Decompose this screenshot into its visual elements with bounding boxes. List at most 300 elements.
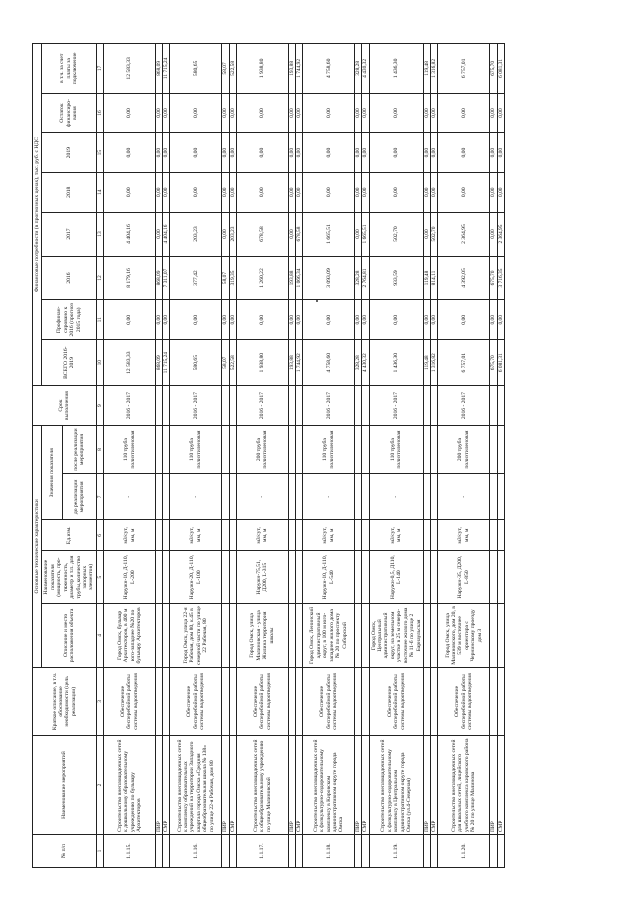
finance-value: 0,00 <box>490 212 497 256</box>
finance-value: 0,00 <box>288 212 295 256</box>
finance-value: 675,70 <box>490 256 497 300</box>
item-term: 2016 - 2017 <box>170 386 222 426</box>
item-place: Город Омск, Центральный административный округ, на земельном участке в 25 м северо-восточнее жилого дома № 11-б по улице 2 Барнаульская <box>369 604 423 668</box>
blank-cell <box>296 520 303 551</box>
column-number: 13 <box>96 212 103 256</box>
sub-label: СМР <box>497 736 504 835</box>
finance-value: 0,00 <box>296 172 303 212</box>
finance-value: 0,00 <box>222 133 229 173</box>
finance-value: 0,00 <box>438 133 490 173</box>
sub-row <box>156 44 163 868</box>
blank-cell <box>424 835 431 868</box>
blank-cell <box>490 604 497 668</box>
blank-cell <box>355 667 362 735</box>
finance-value: 0,00 <box>229 172 236 212</box>
finance-value: 193,88 <box>288 340 295 386</box>
finance-value: 7 311,07 <box>163 256 170 300</box>
blank-cell <box>497 520 504 551</box>
blank-cell <box>490 425 497 473</box>
finance-value: 0,00 <box>104 172 156 212</box>
sub-label: ПИР <box>490 736 497 835</box>
item-row <box>303 44 355 868</box>
item-before: - <box>369 474 423 520</box>
blank-cell <box>288 835 295 868</box>
finance-value: 58,07 <box>222 44 229 94</box>
item-after: 110 труба полиэтиленовая <box>104 425 156 473</box>
finance-value: 0,00 <box>497 93 504 133</box>
finance-value: 522,58 <box>229 340 236 386</box>
finance-value: 0,00 <box>288 133 295 173</box>
finance-value: 0,00 <box>355 212 362 256</box>
column-number: 6 <box>96 520 103 551</box>
column-number: 16 <box>96 93 103 133</box>
finance-value: 0,00 <box>288 93 295 133</box>
item-goal: Обеспечение бесперебойной работы системы водоотведения <box>438 667 490 735</box>
blank-cell <box>222 667 229 735</box>
item-after: 200 труба полиэтиленовая <box>236 425 288 473</box>
finance-value: 11 715,24 <box>163 44 170 94</box>
item-place: Город Омск, улица Малиновского, дом 20, в 539 м восточнее ориентира с Чернинскому проезду дом 3 <box>438 604 490 668</box>
item-indicator: Наружн-0,5, Д110, L-140 <box>369 551 423 604</box>
blank-cell <box>355 386 362 426</box>
sub-label: СМР <box>431 736 438 835</box>
smr-row <box>431 44 438 868</box>
blank-cell <box>490 551 497 604</box>
col-name-header: Наименование мероприятий <box>33 736 97 835</box>
blank-cell <box>355 604 362 668</box>
finance-value: 868,09 <box>156 44 163 94</box>
finance-value: 0,00 <box>369 300 423 340</box>
blank-cell <box>288 474 295 520</box>
blank-cell <box>222 551 229 604</box>
finance-value: 678,58 <box>236 212 288 256</box>
finance-value: 0,00 <box>229 93 236 133</box>
finance-value: 1 744,92 <box>296 340 303 386</box>
sub-row <box>163 44 170 868</box>
finance-value: 0,00 <box>497 300 504 340</box>
blank-cell <box>156 667 163 735</box>
item-unit: м3/сут, мм, м <box>104 520 156 551</box>
blank-cell <box>163 520 170 551</box>
blank-cell <box>490 520 497 551</box>
finance-value: 0,00 <box>497 133 504 173</box>
smr-row <box>229 44 236 868</box>
blank-cell <box>296 667 303 735</box>
main-characteristics-header: Основные технические характеристики <box>33 425 42 667</box>
column-number: 14 <box>96 172 103 212</box>
finance-header: Финансовые потребности (в прогнозных ценах), тыс. руб. с НДС <box>33 44 42 386</box>
finance-value: 0,00 <box>355 93 362 133</box>
item-number: 1.1.17. <box>236 835 288 868</box>
column-number: 4 <box>96 604 103 668</box>
blank-cell <box>355 835 362 868</box>
sub-label: СМР <box>229 736 236 835</box>
column-number: 2 <box>96 736 103 835</box>
finance-value: 0,00 <box>424 300 431 340</box>
finance-value: 0,00 <box>288 172 295 212</box>
blank-cell <box>229 551 236 604</box>
finance-value: 675,70 <box>490 44 497 94</box>
col-prof-header: Профинан-сировано к 2016 (прогноз 2015 года) <box>42 300 96 340</box>
finance-value: 4 430,32 <box>362 340 369 386</box>
col-2016-header: 2016 <box>42 256 96 300</box>
finance-value: 933,59 <box>369 256 423 300</box>
item-before: - <box>170 474 222 520</box>
finance-value: 1 938,80 <box>236 44 288 94</box>
item-indicator: Наружн-10, Д-110, L-200 <box>104 551 156 604</box>
finance-value: 868,09 <box>156 256 163 300</box>
column-number: 1 <box>96 835 103 868</box>
finance-value: 678,58 <box>296 212 303 256</box>
blank-cell <box>296 551 303 604</box>
item-unit: м3/сут, мм, м <box>236 520 288 551</box>
finance-value: 868,09 <box>156 340 163 386</box>
blank-cell <box>362 386 369 426</box>
column-number: 8 <box>96 425 103 473</box>
item-name: Строительство внеплощадочных сетей к комплексу образовательных учреждений на территории Западного квартала города Омска «Средняя общеобразовательная школа № 138» по улице 22-я Рабочая, дом 80 <box>170 736 222 835</box>
item-unit: м3/сут, мм, м <box>170 520 222 551</box>
finance-value: 0,00 <box>431 300 438 340</box>
blank-cell <box>163 386 170 426</box>
blank-cell <box>156 474 163 520</box>
column-number: 3 <box>96 667 103 735</box>
blank-cell <box>497 604 504 668</box>
finance-value: 6 757,01 <box>438 340 490 386</box>
smr-row <box>362 44 369 868</box>
finance-value: 0,00 <box>296 93 303 133</box>
finance-value: 0,00 <box>303 93 355 133</box>
col-2018-header: 2018 <box>42 172 96 212</box>
finance-value: 0,00 <box>303 300 355 340</box>
pir-row <box>424 44 431 868</box>
item-goal: Обеспечение бесперебойной работы системы водоотведения <box>170 667 222 735</box>
finance-value: 1 260,22 <box>236 256 288 300</box>
blank-cell <box>163 835 170 868</box>
finance-value: 4 392,05 <box>438 256 490 300</box>
item-indicator: Наружн-75,51, Д200, L-315 <box>236 551 288 604</box>
blank-cell <box>424 667 431 735</box>
finance-value: 0,00 <box>355 172 362 212</box>
finance-value: 814,11 <box>431 256 438 300</box>
blank-cell <box>362 474 369 520</box>
finance-value: 0,00 <box>236 300 288 340</box>
finance-value: 0,00 <box>236 133 288 173</box>
finance-value: 580,65 <box>170 44 222 94</box>
finance-value: 3 716,35 <box>497 256 504 300</box>
finance-value: 0,00 <box>355 300 362 340</box>
finance-value: 0,00 <box>490 172 497 212</box>
finance-value: 1 066,34 <box>296 256 303 300</box>
item-unit: м3/сут, мм, м <box>369 520 423 551</box>
blank-cell <box>156 386 163 426</box>
finance-value: 0,00 <box>229 300 236 340</box>
item-after: 110 труба полиэтиленовая <box>303 425 355 473</box>
blank-cell <box>355 520 362 551</box>
finance-value: 193,88 <box>288 44 295 94</box>
blank-cell <box>431 425 438 473</box>
sub-label: ПИР <box>355 736 362 835</box>
item-unit: м3/сут, мм, м <box>438 520 490 551</box>
pir-row <box>288 44 295 868</box>
blank-cell <box>296 425 303 473</box>
finance-value: 0,00 <box>490 93 497 133</box>
finance-value: 12 583,33 <box>104 340 156 386</box>
finance-value: 119,48 <box>424 256 431 300</box>
finance-value: 0,00 <box>497 172 504 212</box>
blank-cell <box>288 520 295 551</box>
finance-value: 0,00 <box>288 300 295 340</box>
blank-cell <box>431 474 438 520</box>
finance-value: 6 081,31 <box>497 340 504 386</box>
item-term: 2016 - 2017 <box>236 386 288 426</box>
sub-label: СМР <box>296 736 303 835</box>
column-number: 17 <box>96 44 103 94</box>
finance-value: 0,00 <box>156 133 163 173</box>
blank-cell <box>229 604 236 668</box>
blank-cell <box>424 474 431 520</box>
blank-cell <box>229 667 236 735</box>
blank-cell <box>497 551 504 604</box>
finance-value: 0,00 <box>163 172 170 212</box>
blank-cell <box>163 604 170 668</box>
blank-cell <box>288 604 295 668</box>
finance-value: 0,00 <box>355 133 362 173</box>
blank-cell <box>497 386 504 426</box>
pir-row <box>355 44 362 868</box>
finance-value: 0,00 <box>438 93 490 133</box>
finance-value: 6 081,31 <box>497 44 504 94</box>
blank-cell <box>163 474 170 520</box>
blank-cell <box>288 667 295 735</box>
item-row <box>104 44 156 868</box>
finance-value: 0,00 <box>303 133 355 173</box>
col-before-header: до реализации мероприятия <box>62 474 96 520</box>
item-after: 110 труба полиэтиленовая <box>369 425 423 473</box>
finance-value: 1 436,30 <box>369 44 423 94</box>
item-place: Город Омск, Ленинский административный округ, в 100 м юго-западнее жилого дома № 20 по проспекту Сибирский <box>303 604 355 668</box>
item-indicator: Наружн-20, Д-110, L-100 <box>170 551 222 604</box>
blank-cell <box>431 667 438 735</box>
blank-cell <box>229 835 236 868</box>
item-row <box>369 44 423 868</box>
item-unit: м3/сут, мм, м <box>303 520 355 551</box>
item-goal: Обеспечение бесперебойной работы системы водоотведения <box>303 667 355 735</box>
item-number: 1.1.18. <box>303 835 355 868</box>
finance-value: 0,00 <box>431 172 438 212</box>
col-total-header: ВСЕГО 2016-2019 <box>42 340 96 386</box>
finance-value: 0,00 <box>222 172 229 212</box>
item-name: Строительство внеплощадочных сетей к дошкольному образовательному учреждению по бульвару Архитекторов <box>104 736 156 835</box>
col-indicator-header: Наименование показателя (мощность, про-тяженность, диаметр и т.п. для трубы,количество запорных элементов) <box>42 551 96 604</box>
blank-cell <box>222 604 229 668</box>
blank-cell <box>362 835 369 868</box>
finance-value: 319,35 <box>229 256 236 300</box>
finance-value: 4 758,60 <box>303 340 355 386</box>
blank-cell <box>296 604 303 668</box>
item-number: 1.1.20. <box>438 835 490 868</box>
blank-cell <box>222 425 229 473</box>
blank-cell <box>222 474 229 520</box>
blank-cell <box>497 425 504 473</box>
col-2017-header: 2017 <box>42 212 96 256</box>
column-number: 5 <box>96 551 103 604</box>
finance-value: 0,00 <box>163 300 170 340</box>
item-term: 2016 - 2017 <box>438 386 490 426</box>
finance-value: 0,00 <box>362 93 369 133</box>
item-goal: Обеспечение бесперебойной работы системы водоотведения <box>236 667 288 735</box>
item-indicator: Наружн-10, Д-110, L-540 <box>303 551 355 604</box>
blank-cell <box>497 835 504 868</box>
finance-value: 4 404,16 <box>163 212 170 256</box>
finance-value: 3 093,09 <box>303 256 355 300</box>
col-place-header: Описание и место расположения объекта <box>42 604 96 668</box>
column-number-row <box>96 44 103 868</box>
column-number: 15 <box>96 133 103 173</box>
finance-value: 0,00 <box>104 133 156 173</box>
blank-cell <box>288 386 295 426</box>
item-number: 1.1.19. <box>369 835 423 868</box>
rotated-page <box>32 43 598 868</box>
column-number: 7 <box>96 474 103 520</box>
item-after: 200 труба полиэтиленовая <box>438 425 490 473</box>
finance-value: 0,00 <box>156 300 163 340</box>
item-number: 1.1.16. <box>170 835 222 868</box>
blank-cell <box>229 425 236 473</box>
blank-cell <box>424 425 431 473</box>
col-term-header: Срок выполнения <box>33 386 97 426</box>
item-place: Город Омск, улица 22-я Рабочая, дом 80, к.45 в северной части по улице 22 Рабочая, 80 <box>170 604 222 668</box>
blank-cell <box>362 667 369 735</box>
blank-cell <box>362 604 369 668</box>
finance-value: 0,00 <box>362 172 369 212</box>
blank-cell <box>222 520 229 551</box>
blank-cell <box>229 474 236 520</box>
finance-value: 0,00 <box>438 300 490 340</box>
smr-row <box>497 44 504 868</box>
item-term: 2016 - 2017 <box>369 386 423 426</box>
finance-value: 1 316,82 <box>431 340 438 386</box>
finance-value: 1 938,80 <box>236 340 288 386</box>
blank-cell <box>163 667 170 735</box>
blank-cell <box>156 551 163 604</box>
finance-value: 58,07 <box>222 340 229 386</box>
item-before: - <box>438 474 490 520</box>
blank-cell <box>229 520 236 551</box>
finance-value: 377,42 <box>170 256 222 300</box>
finance-value: 0,00 <box>362 133 369 173</box>
finance-value: 0,00 <box>490 133 497 173</box>
blank-cell <box>490 386 497 426</box>
item-row <box>236 44 288 868</box>
finance-value: 502,70 <box>431 212 438 256</box>
finance-value: 0,00 <box>362 300 369 340</box>
finance-value: 6 757,01 <box>438 44 490 94</box>
blank-cell <box>362 425 369 473</box>
blank-cell <box>296 835 303 868</box>
item-goal: Обеспечение бесперебойной работы системы водоотведения <box>104 667 156 735</box>
sub-label: ПИР <box>156 736 163 835</box>
finance-value: 0,00 <box>104 93 156 133</box>
finance-value: 328,28 <box>355 256 362 300</box>
finance-value: 1 665,51 <box>362 212 369 256</box>
blank-cell <box>156 835 163 868</box>
item-row <box>438 44 490 868</box>
finance-value: 675,70 <box>490 340 497 386</box>
item-name: Строительство внеплощадочных сетей для школьных сетей, лицейского учебного комплекса кировского района № 20 по улице Малинова <box>438 736 490 835</box>
col-unit-header: Ед.изм. <box>42 520 96 551</box>
finance-value: 0,00 <box>490 300 497 340</box>
blank-cell <box>431 604 438 668</box>
blank-cell <box>490 667 497 735</box>
col-other-header: Остаток финансиро-вания <box>42 93 96 133</box>
item-place: Город Омск, бульвар Архитекторов, в 400 м юго-западнее №20 по бульвару Архитекторов <box>104 604 156 668</box>
finance-value: 1 665,51 <box>303 212 355 256</box>
blank-cell <box>424 604 431 668</box>
pir-row <box>222 44 229 868</box>
finance-value: 119,48 <box>424 44 431 94</box>
finance-value: 193,88 <box>288 256 295 300</box>
col-2019-header: 2019 <box>42 133 96 173</box>
blank-cell <box>424 386 431 426</box>
blank-cell <box>431 551 438 604</box>
blank-cell <box>490 474 497 520</box>
blank-cell <box>222 835 229 868</box>
finance-value: 1 436,30 <box>369 340 423 386</box>
item-after: 110 труба полиэтиленовая <box>170 425 222 473</box>
finance-value: 0,00 <box>431 93 438 133</box>
finance-value: 58,07 <box>222 256 229 300</box>
finance-value: 0,00 <box>431 133 438 173</box>
finance-value: 0,00 <box>296 300 303 340</box>
blank-cell <box>156 520 163 551</box>
item-place: Город Омск, улица Малиновская - улица Жилина территория школы <box>236 604 288 668</box>
finance-value: 0,00 <box>170 172 222 212</box>
col-after-header: после реализации мероприятия <box>62 425 96 473</box>
item-number: 1.1.15. <box>104 835 156 868</box>
pir-row <box>490 44 497 868</box>
blank-cell <box>362 520 369 551</box>
finance-value: 0,00 <box>424 93 431 133</box>
finance-value: 1 316,82 <box>431 44 438 94</box>
finance-value: 0,00 <box>438 172 490 212</box>
blank-cell <box>431 835 438 868</box>
item-term: 2016 - 2017 <box>303 386 355 426</box>
investment-table <box>32 43 505 868</box>
blank-cell <box>156 425 163 473</box>
item-before: - <box>303 474 355 520</box>
finance-value: 8 179,16 <box>104 256 156 300</box>
item-row <box>170 44 222 868</box>
item-name: Строительство внеплощадочных сетей к общеобразовательному учреждению по улице Малиновской <box>236 736 288 835</box>
item-indicator: Наружн-35, Д200, L-850 <box>438 551 490 604</box>
finance-value: 0,00 <box>156 212 163 256</box>
sub-label: ПИР <box>222 736 229 835</box>
finance-value: 0,00 <box>222 212 229 256</box>
blank-cell <box>229 386 236 426</box>
finance-value: 0,00 <box>369 133 423 173</box>
item-before: - <box>104 474 156 520</box>
col-num-header: № п/п <box>33 835 97 868</box>
finance-value: 0,00 <box>104 300 156 340</box>
finance-value: 0,00 <box>222 300 229 340</box>
finance-value: 11 715,24 <box>163 340 170 386</box>
column-number: 11 <box>96 300 103 340</box>
blank-cell <box>355 474 362 520</box>
finance-value: 502,70 <box>369 212 423 256</box>
finance-value: 328,28 <box>355 340 362 386</box>
blank-cell <box>355 551 362 604</box>
finance-value: 0,00 <box>369 93 423 133</box>
